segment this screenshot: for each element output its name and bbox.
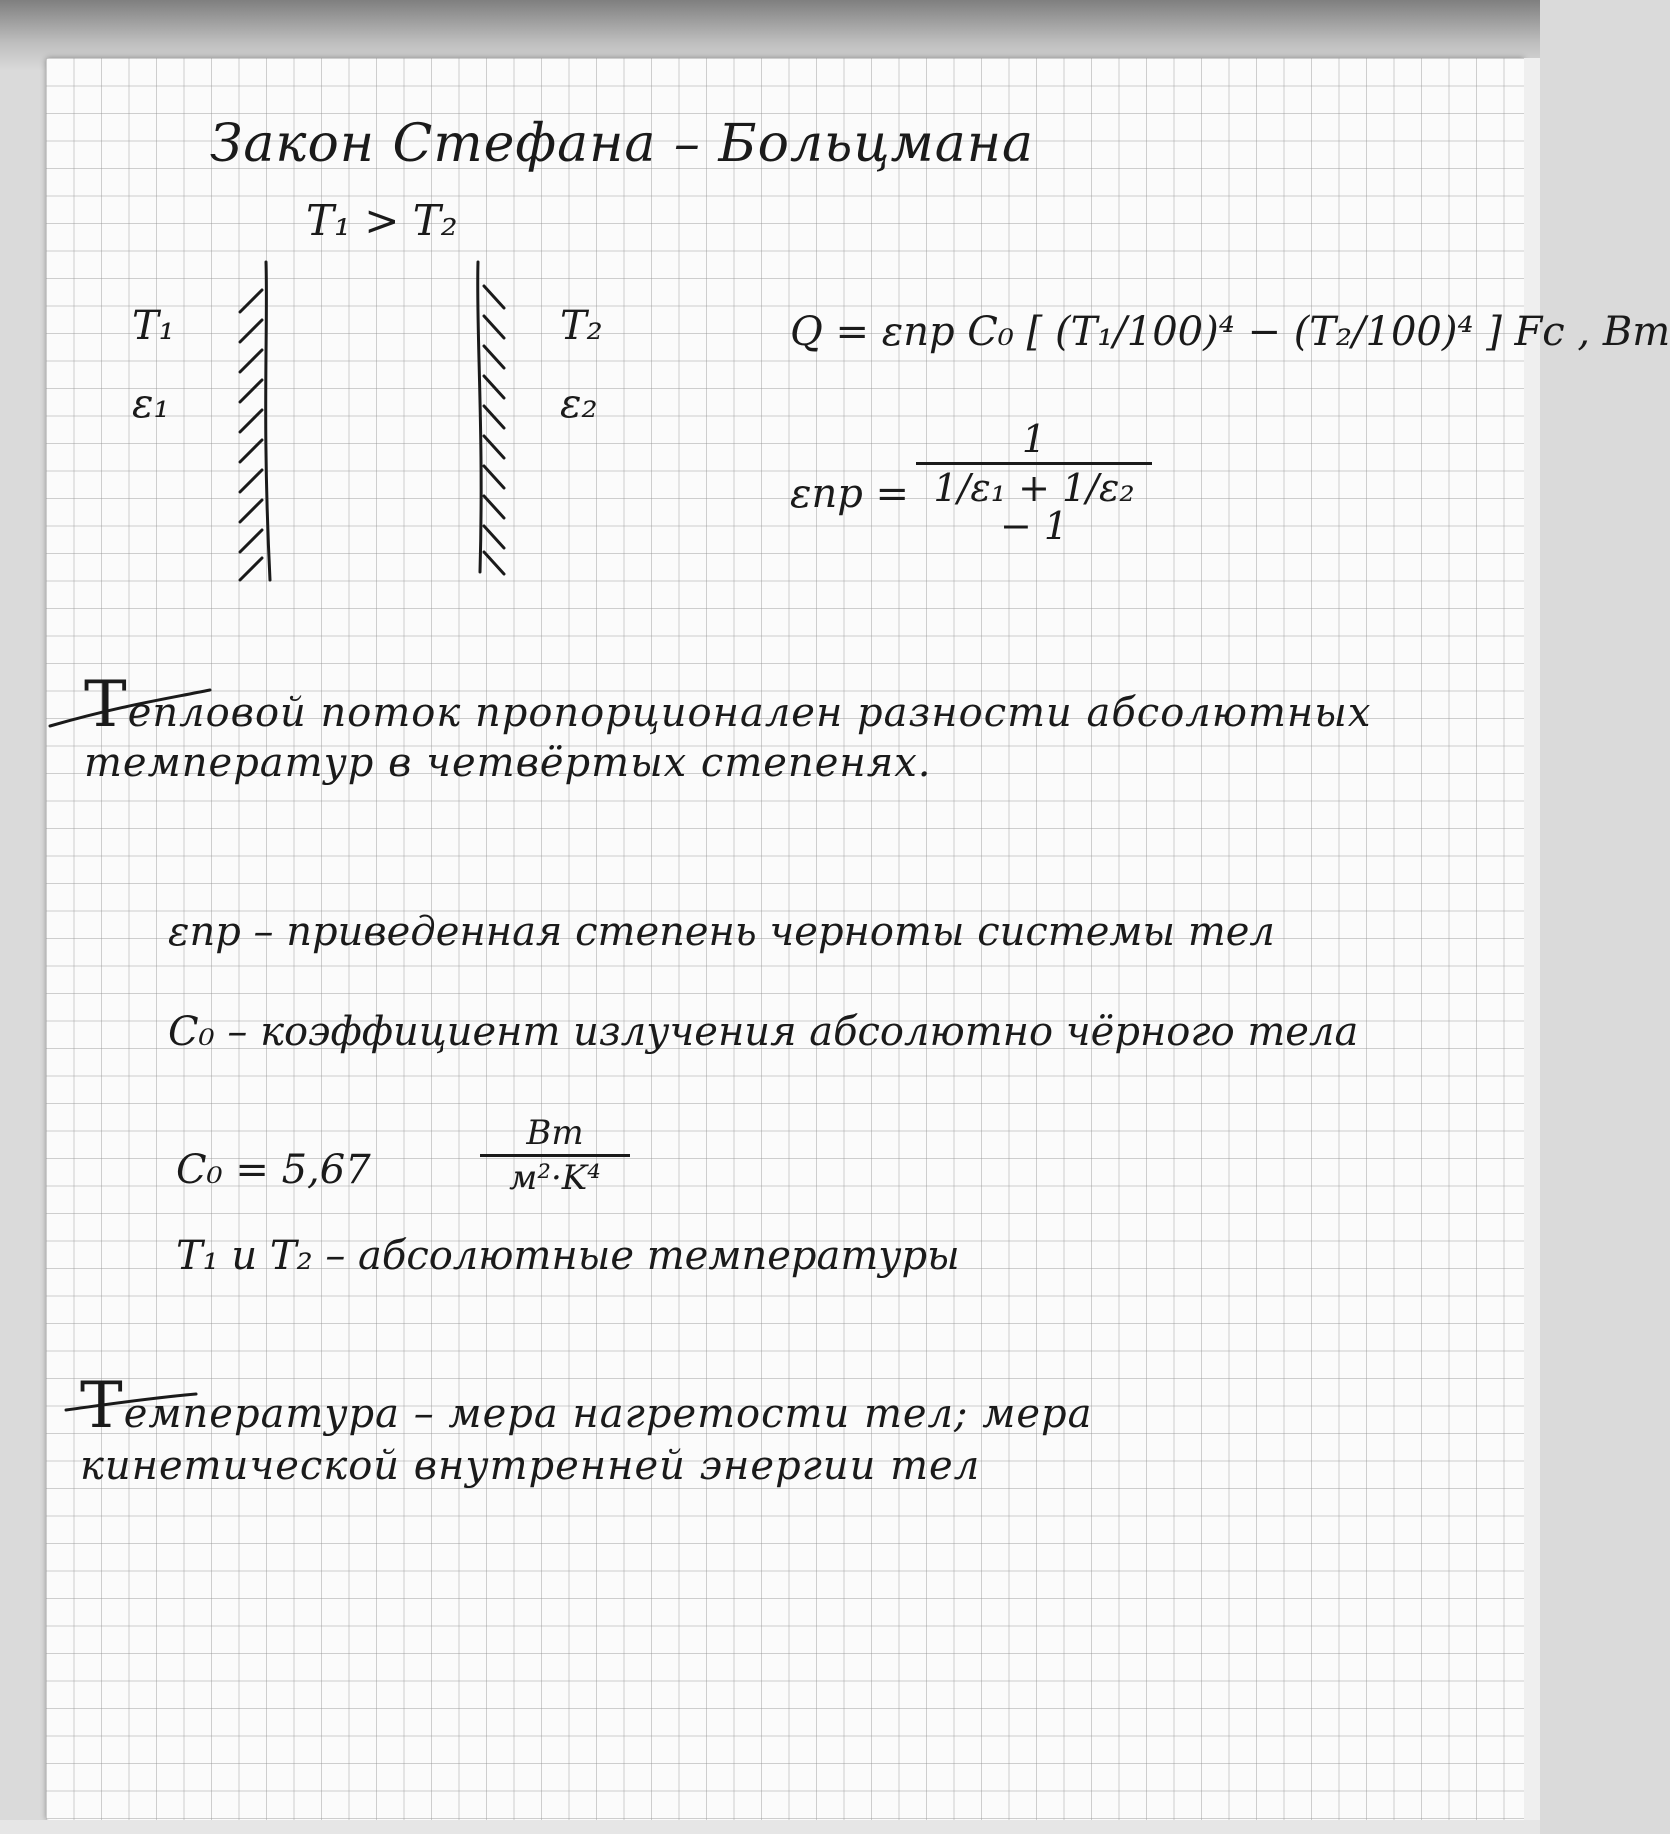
right-wall-hatching <box>484 286 504 574</box>
unit-fraction-bar <box>480 1154 630 1157</box>
left-wall-emissivity-label: ε₁ <box>132 381 170 427</box>
fraction-bar <box>916 462 1152 465</box>
statement-text: епловой поток пропорционален разности абсолютных температур в четвёртых степенях. <box>84 690 1372 786</box>
temperature-condition: T₁ > T₂ <box>306 196 458 245</box>
left-wall-line <box>266 262 270 580</box>
left-wall-temp-label: T₁ <box>132 303 175 349</box>
definition-c0: C₀ – коэффициент излучения абсолютно чёрного тела <box>168 1009 1359 1055</box>
constant-lhs: C₀ = 5,67 <box>176 1147 371 1193</box>
unit-denominator: м²·K⁴ <box>509 1158 601 1198</box>
temperature-definition <box>80 1369 1280 1492</box>
right-wall-line <box>478 262 481 572</box>
eps-numerator: 1 <box>1021 417 1047 461</box>
eps-formula-fraction <box>916 417 1152 548</box>
temperature-capital: Т <box>80 1369 124 1443</box>
definition-eps: εпр – приведенная степень черноты системы тел <box>168 909 1275 955</box>
absolute-temps-definition: T₁ и T₂ – абсолютные температуры <box>176 1233 960 1279</box>
unit-numerator: Вт <box>526 1113 584 1153</box>
heat-flux-formula: Q = εпр C₀ [ (T₁/100)⁴ − (T₂/100)⁴ ] Fс , Вт <box>790 309 1670 355</box>
right-wall-temp-label: T₂ <box>560 303 603 349</box>
eps-denominator: 1/ε₁ + 1/ε₂ − 1 <box>933 466 1135 548</box>
eps-formula-lhs: εпр = <box>790 471 910 517</box>
heat-flux-statement <box>84 668 1374 788</box>
statement-capital: Т <box>84 668 128 742</box>
temperature-text: емпература – мера нагретости тел; мера кинетической внутренней энергии тел <box>80 1391 1093 1489</box>
constant-unit <box>480 1113 630 1198</box>
right-wall-emissivity-label: ε₂ <box>560 381 598 427</box>
page-title: Закон Стефана – Больцмана <box>210 114 1035 174</box>
left-wall-hatching <box>240 290 262 580</box>
